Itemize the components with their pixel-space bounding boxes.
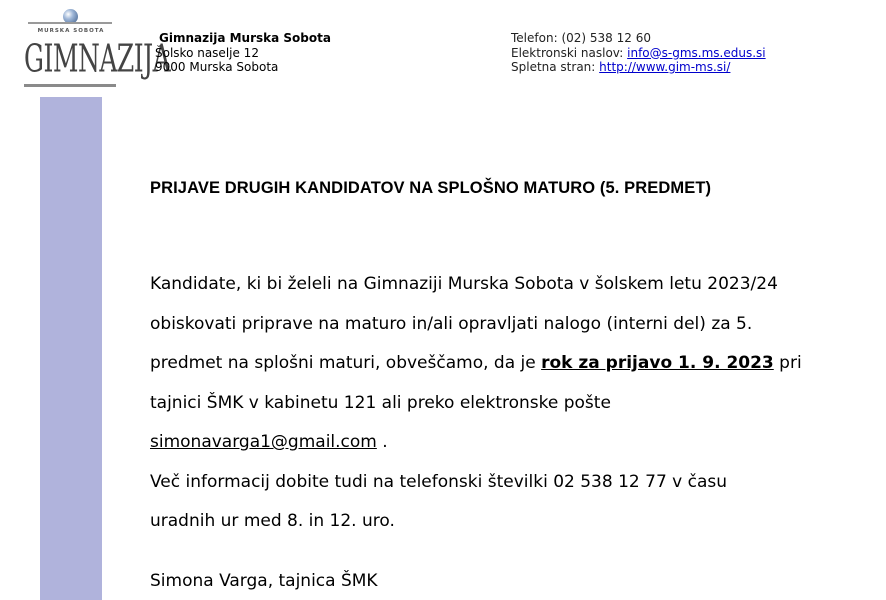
phone-label: Telefon: — [511, 31, 558, 45]
signature: Simona Varga, tajnica ŠMK — [150, 571, 378, 591]
logo-divider — [28, 22, 112, 24]
school-name: Gimnazija Murska Sobota — [159, 31, 331, 45]
phone-number: (02) 538 12 60 — [561, 31, 651, 45]
web-line — [511, 60, 766, 75]
body-line-7: uradnih ur med 8. in 12. uro. — [150, 511, 395, 531]
deadline-text: rok za prijavo 1. 9. 2023 — [541, 353, 774, 373]
body-line-1: Kandidate, ki bi želeli na Gimnaziji Murska Sobota v šolskem letu 2023/24 — [150, 274, 778, 294]
contact-info — [511, 31, 766, 75]
street-address: Šolsko naselje 12 — [155, 45, 259, 60]
email-line — [511, 46, 766, 61]
body-line-3-end: pri — [773, 353, 802, 373]
logo-big-text: GIMNAZIJA — [24, 36, 171, 81]
body-line-5 — [150, 423, 840, 463]
email-label: Elektronski naslov: — [511, 45, 624, 60]
contact-email-link[interactable]: simonavarga1@gmail.com — [150, 432, 377, 452]
city-address: 9000 Murska Sobota — [155, 60, 279, 74]
body-line-5-end: . — [376, 432, 388, 452]
web-link[interactable]: http://www.gim-ms.si/ — [599, 60, 731, 74]
body-line-6: Več informacij dobite tudi na telefonski številki 02 538 12 77 v času — [150, 471, 728, 492]
logo-underline — [24, 84, 116, 87]
body-line-3 — [150, 344, 840, 384]
body-line-2: obiskovati priprave na maturo in/ali opravljati nalogo (interni del) za 5. — [150, 313, 753, 334]
body-line-3-start: predmet na splošni maturi, obveščamo, da je — [150, 353, 542, 373]
email-link[interactable]: info@s-gms.ms.edus.si — [627, 45, 766, 60]
announcement-body — [150, 265, 840, 542]
logo-small-text: MURSKA SOBOTA — [37, 28, 105, 34]
phone-line — [511, 31, 766, 46]
school-logo — [22, 6, 171, 88]
decorative-side-bar — [40, 97, 102, 600]
web-label: Spletna stran: — [511, 60, 596, 74]
body-line-4: tajnici ŠMK v kabinetu 121 ali preko elektronske pošte — [150, 392, 611, 413]
page-title: PRIJAVE DRUGIH KANDIDATOV NA SPLOŠNO MATURO (5. PREDMET) — [150, 179, 712, 197]
school-address — [155, 31, 331, 75]
